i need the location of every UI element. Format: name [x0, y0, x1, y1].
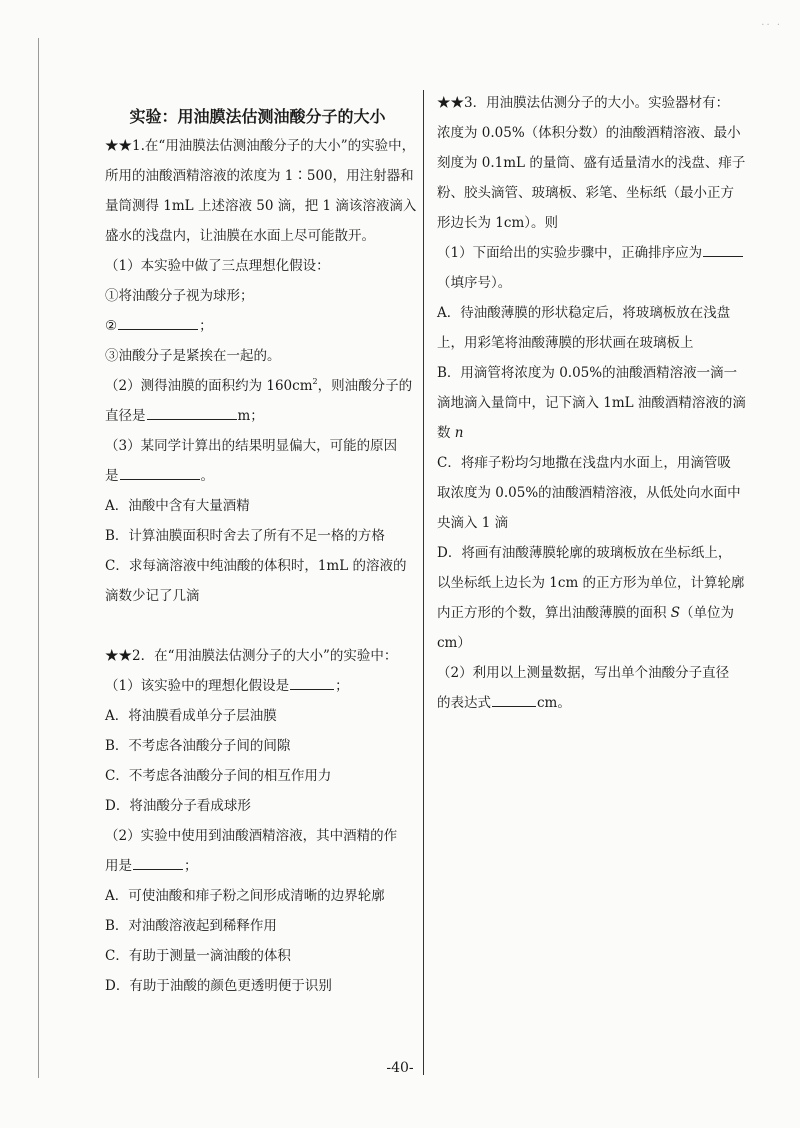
q3-step-line: B．用滴管将浓度为 0.05%的油酸酒精溶液一滴一 — [437, 365, 738, 381]
scan-edge-line — [38, 38, 39, 1078]
q3-step-line: 滴地滴入量筒中，记下滴入 1mL 油酸酒精溶液的滴 — [437, 395, 746, 411]
q2-stem: ★★2．在“用油膜法估测分子的大小”的实验中： — [105, 648, 398, 664]
q3-step-line: 取浓度为 0.05%的油酸酒精溶液，从低处向水面中 — [437, 485, 741, 501]
q3-part1: （1）下面给出的实验步骤中，正确排序应为 — [437, 238, 757, 268]
q3-intro-line: ★★3．用油膜法估测分子的大小。实验器材有： — [437, 95, 730, 111]
question-2 — [105, 641, 410, 1001]
q3-part2-line1: （2）利用以上测量数据，写出单个油酸分子直径 — [437, 665, 730, 681]
q2-p2-option: B．对油酸溶液起到稀释作用 — [105, 918, 277, 934]
scan-noise: ·· · — [761, 20, 782, 31]
q1-part3-line2: 是 。 — [105, 461, 410, 491]
answer-blank[interactable] — [118, 314, 198, 330]
q3-intro-line: 浓度为 0.05%（体积分数）的油酸酒精溶液、最小 — [437, 125, 741, 141]
q3-step-line: C．将痱子粉均匀地撒在浅盘内水面上，用滴管吸 — [437, 455, 731, 471]
q2-part1: （1）该实验中的理想化假设是 ； — [105, 671, 410, 701]
q3-intro-line: 粉、胶头滴管、玻璃板、彩笔、坐标纸（最小正方 — [437, 185, 734, 201]
answer-blank[interactable] — [492, 691, 536, 707]
q2-p2-option: D．有助于油酸的颜色更透明便于识别 — [105, 978, 332, 994]
q3-part2-line2: 的表达式 cm。 — [437, 688, 757, 718]
q1-stem-line: 所用的油酸酒精溶液的浓度为 1∶500，用注射器和 — [105, 168, 414, 184]
q1-stem-line: 量筒测得 1mL 上述溶液 50 滴，把 1 滴该溶液滴入 — [105, 198, 417, 214]
column-divider — [423, 90, 424, 1075]
q3-step-line: 上，用彩笔将油酸薄膜的形状画在玻璃板上 — [437, 335, 694, 351]
q3-step-line: 央滴入 1 滴 — [437, 515, 509, 531]
q1-part1: （1）本实验中做了三点理想化假设： — [105, 258, 330, 274]
q3-step-line: 以坐标纸上边长为 1cm 的正方形为单位，计算轮廓 — [437, 575, 745, 591]
q2-p2-option: A．可使油酸和痱子粉之间形成清晰的边界轮廓 — [105, 888, 385, 904]
q1-assumption-1: ①将油酸分子视为球形； — [105, 288, 254, 304]
answer-blank[interactable] — [120, 464, 200, 480]
q1-option: C．求每滴溶液中纯油酸的体积时，1mL 的溶液的 — [105, 558, 407, 574]
answer-blank[interactable] — [290, 674, 334, 690]
q1-part3-line1: （3）某同学计算出的结果明显偏大，可能的原因 — [105, 438, 398, 454]
q2-p1-option: D．将油酸分子看成球形 — [105, 798, 251, 814]
right-column — [437, 88, 757, 718]
q1-assumption-3: ③油酸分子是紧挨在一起的。 — [105, 348, 281, 364]
q2-p1-option: B．不考虑各油酸分子间的间隙 — [105, 738, 291, 754]
q1-stem-line: 盛水的浅盘内，让油膜在水面上尽可能散开。 — [105, 228, 375, 244]
q3-step-line: A．待油酸薄膜的形状稳定后，将玻璃板放在浅盘 — [437, 305, 731, 321]
q3-intro-line: 形边长为 1cm）。则 — [437, 215, 558, 231]
q2-part2-line2: 用是 ； — [105, 851, 410, 881]
q3-step-line: 内正方形的个数，算出油酸薄膜的面积 S（单位为 — [437, 605, 735, 621]
question-3 — [437, 88, 757, 718]
q2-p2-option: C．有助于测量一滴油酸的体积 — [105, 948, 291, 964]
page-title: 实验：用油膜法估测油酸分子的大小 — [129, 107, 386, 126]
q1-option: A．油酸中含有大量酒精 — [105, 498, 250, 514]
q1-assumption-2: ② ； — [105, 311, 410, 341]
q2-p1-option: A．将油膜看成单分子层油膜 — [105, 708, 277, 724]
q2-part2-line1: （2）实验中使用到油酸酒精溶液，其中酒精的作 — [105, 828, 398, 844]
left-column — [105, 103, 417, 1001]
q3-step-line: D．将画有油酸薄膜轮廓的玻璃板放在坐标纸上， — [437, 545, 732, 561]
answer-blank[interactable] — [147, 404, 237, 420]
q1-stem-line: ★★1.在“用油膜法估测油酸分子的大小”的实验中， — [105, 138, 416, 154]
q2-p1-option: C．不考虑各油酸分子间的相互作用力 — [105, 768, 332, 784]
answer-blank[interactable] — [133, 854, 183, 870]
question-1 — [105, 131, 417, 611]
q3-step-line: cm） — [437, 635, 471, 651]
q1-part2-line1: （2）测得油膜的面积约为 $160cm^2$，则油酸分子的 — [105, 377, 413, 394]
q1-part2-line2: 直径是 m； — [105, 401, 410, 431]
page-number: -40- — [386, 1060, 414, 1076]
q3-step-line: 数 n — [437, 425, 464, 441]
q3-part1-line2: （填序号）。 — [437, 275, 512, 291]
q1-option: 滴数少记了几滴 — [105, 588, 200, 604]
q1-option: B．计算油膜面积时舍去了所有不足一格的方格 — [105, 528, 385, 544]
q3-intro-line: 刻度为 0.1mL 的量筒、盛有适量清水的浅盘、痱子 — [437, 155, 746, 171]
answer-blank[interactable] — [703, 241, 743, 257]
